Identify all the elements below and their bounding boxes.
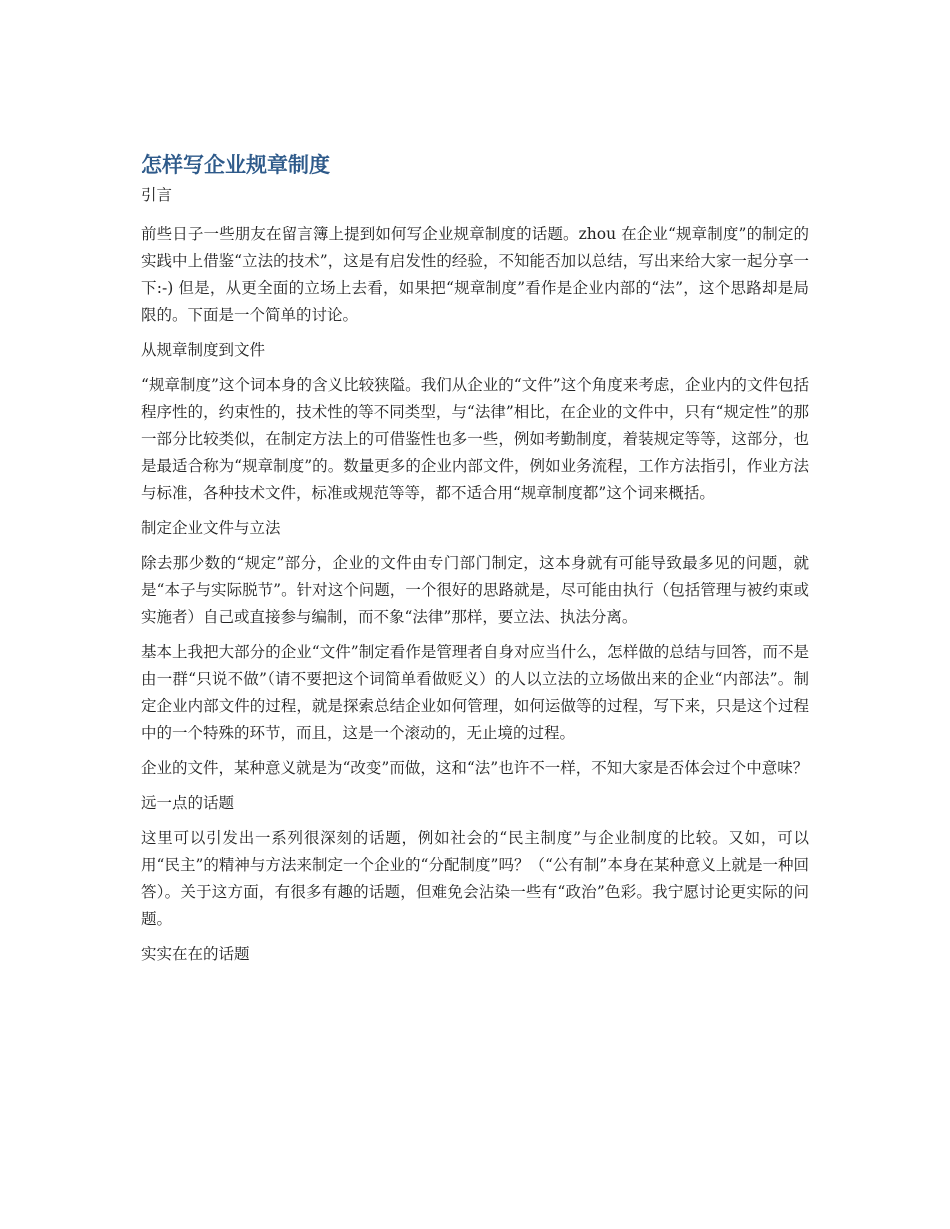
section-heading-practical-topics: 实实在在的话题 <box>141 945 250 963</box>
paragraph: 前些日子一些朋友在留言簿上提到如何写企业规章制度的话题。zhou 在企业“规章制度”的制定的实践中上借鉴“立法的技术”，这是有启发性的经验，不知能否加以总结，写出来给大家一起分享一下:-) 但是，从更全面的立场上去看，如果把“规章制度”看作是企业内部的“法”，这个思路却是局限的。下面是一个简单的讨论。 <box>141 225 809 324</box>
document-page <box>141 150 809 976</box>
paragraph: 除去那少数的“规定”部分，企业的文件由专门部门制定，这本身就有可能导致最多见的问题，就是“本子与实际脱节”。针对这个问题，一个很好的思路就是，尽可能由执行（包括管理与被约束或实施者）自己或直接参与编制，而不象“法律”那样，要立法、执法分离。 <box>141 554 809 626</box>
section-heading-rules-to-documents: 从规章制度到文件 <box>141 341 266 359</box>
section-heading-intro: 引言 <box>141 186 173 204</box>
paragraph: 这里可以引发出一系列很深刻的话题，例如社会的“民主制度”与企业制度的比较。又如，可以用“民主”的精神与方法来制定一个企业的“分配制度”吗？（“公有制”本身在某种意义上就是一种回答）。关于这方面，有很多有趣的话题，但难免会沾染一些有“政治”色彩。我宁愿讨论更实际的问题。 <box>141 829 809 928</box>
document-title: 怎样写企业规章制度 <box>141 153 330 177</box>
paragraph: 企业的文件，某种意义就是为“改变”而做，这和“法”也许不一样，不知大家是否体会过个中意味？ <box>141 759 809 777</box>
paragraph: 基本上我把大部分的企业“文件”制定看作是管理者自身对应当什么，怎样做的总结与回答，而不是由一群“只说不做”（请不要把这个词简单看做贬义）的人以立法的立场做出来的企业“内部法”。制定企业内部文件的过程，就是探索总结企业如何管理，如何运做等的过程，写下来，只是这个过程中的一个特殊的环节，而且，这是一个滚动的，无止境的过程。 <box>141 643 809 742</box>
paragraph: “规章制度”这个词本身的含义比较狭隘。我们从企业的“文件”这个角度来考虑，企业内的文件包括程序性的，约束性的，技术性的等不同类型，与“法律”相比，在企业的文件中，只有“规定性”的那一部分比较类似，在制定方法上的可借鉴性也多一些，例如考勤制度，着装规定等等，这部分，也是最适合称为“规章制度”的。数量更多的企业内部文件，例如业务流程，工作方法指引，作业方法与标准，各种技术文件，标准或规范等等，都不适合用“规章制度都”这个词来概括。 <box>141 376 809 502</box>
section-heading-documents-and-legislation: 制定企业文件与立法 <box>141 519 281 537</box>
section-heading-broader-topics: 远一点的话题 <box>141 794 235 812</box>
